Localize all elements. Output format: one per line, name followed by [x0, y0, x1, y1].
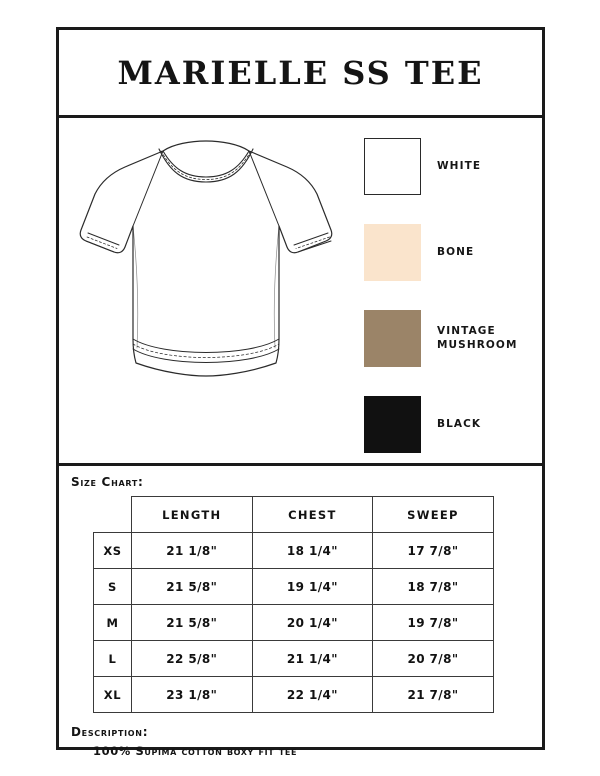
size-label: M	[94, 605, 132, 641]
length-value: 21 5/8"	[132, 605, 253, 641]
colorway-item	[364, 295, 544, 381]
table-row	[94, 677, 494, 713]
sweep-value: 19 7/8"	[373, 605, 494, 641]
table-header-row	[94, 497, 494, 533]
description-title: Description:	[71, 725, 149, 739]
color-swatch-vintage-mushroom	[364, 310, 421, 367]
color-swatch-white	[364, 138, 421, 195]
size-chart-table	[93, 496, 494, 713]
size-label: XS	[94, 533, 132, 569]
sweep-value: 21 7/8"	[373, 677, 494, 713]
color-swatch-bone	[364, 224, 421, 281]
column-header-length: LENGTH	[132, 497, 253, 533]
colorway-label: BLACK	[437, 417, 482, 430]
table-row	[94, 641, 494, 677]
chest-value: 18 1/4"	[252, 533, 373, 569]
table-row	[94, 569, 494, 605]
length-value: 21 5/8"	[132, 569, 253, 605]
tee-flat-sketch-icon	[73, 134, 343, 384]
table-row	[94, 533, 494, 569]
table-corner-cell	[94, 497, 132, 533]
length-value: 22 5/8"	[132, 641, 253, 677]
colorway-label: BONE	[437, 245, 475, 258]
size-chart-heading: Size Chart:	[71, 475, 144, 489]
sweep-value: 18 7/8"	[373, 569, 494, 605]
colorway-item	[364, 381, 544, 467]
length-value: 21 1/8"	[132, 533, 253, 569]
colorway-item	[364, 209, 544, 295]
description-block	[71, 725, 542, 758]
column-header-sweep: SWEEP	[373, 497, 494, 533]
chest-value: 21 1/4"	[252, 641, 373, 677]
colorway-list	[364, 118, 544, 463]
colorway-label: WHITE	[437, 159, 482, 172]
colorway-label: VINTAGE MUSHROOM	[437, 324, 518, 351]
size-label: L	[94, 641, 132, 677]
spec-sheet	[56, 27, 545, 758]
sweep-value: 17 7/8"	[373, 533, 494, 569]
chest-value: 19 1/4"	[252, 569, 373, 605]
illustration-and-colorways-panel	[59, 118, 542, 466]
page-title: MARIELLE SS TEE	[117, 53, 484, 92]
title-band	[59, 30, 542, 118]
color-swatch-black	[364, 396, 421, 453]
size-label: XL	[94, 677, 132, 713]
size-label: S	[94, 569, 132, 605]
colorway-item	[364, 123, 544, 209]
column-header-chest: CHEST	[252, 497, 373, 533]
description-body: 100% Supima cotton boxy fit tee	[93, 744, 298, 758]
chest-value: 22 1/4"	[252, 677, 373, 713]
table-row	[94, 605, 494, 641]
garment-sketch-area	[59, 118, 359, 463]
size-chart-panel	[59, 466, 542, 758]
chest-value: 20 1/4"	[252, 605, 373, 641]
sweep-value: 20 7/8"	[373, 641, 494, 677]
length-value: 23 1/8"	[132, 677, 253, 713]
